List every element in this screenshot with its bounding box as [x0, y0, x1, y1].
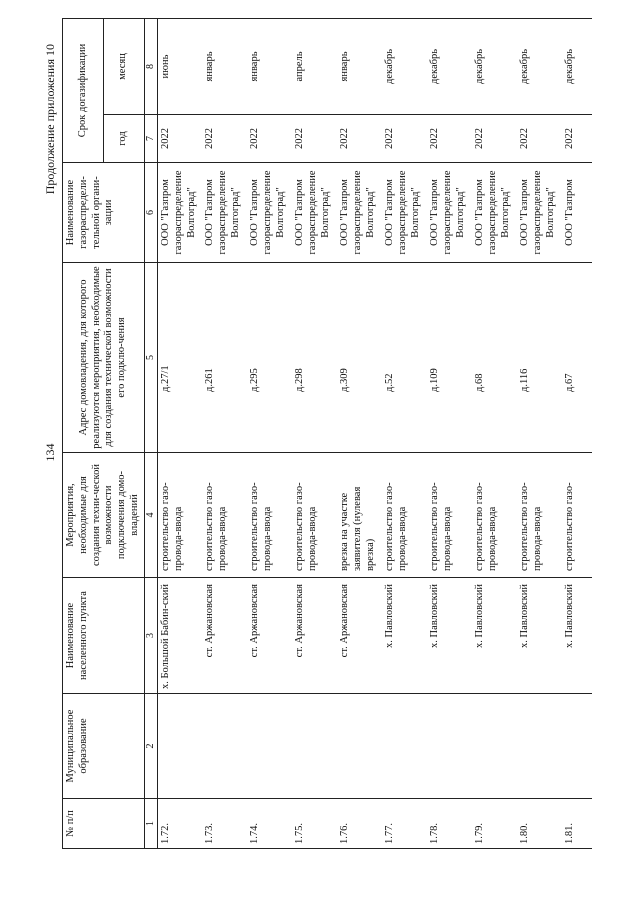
table-row [292, 18, 337, 848]
organization-cell: ООО "Газпром газораспределение Волгоград" [157, 163, 202, 263]
settlement-cell: х. Павловский [562, 578, 592, 694]
month-cell: январь [247, 18, 292, 114]
organization-cell: ООО "Газпром [562, 163, 592, 263]
settlement-cell: ст. Аржановская [292, 578, 337, 694]
organization-cell: ООО "Газпром газораспределение Волгоград" [337, 163, 382, 263]
appendix-note: Продолжение приложения 10 [43, 44, 57, 195]
header-number: № п/п [63, 799, 145, 849]
month-cell: декабрь [562, 18, 592, 114]
address-cell: д.67 [562, 263, 592, 453]
organization-cell: ООО "Газпром газораспределение Волгоград" [427, 163, 472, 263]
month-cell: январь [337, 18, 382, 114]
municipality-cell [427, 694, 472, 799]
organization-cell: ООО "Газпром газораспределение Волгоград" [292, 163, 337, 263]
row-number: 1.79. [472, 799, 517, 849]
municipality-cell [337, 694, 382, 799]
municipality-cell [292, 694, 337, 799]
municipality-cell [202, 694, 247, 799]
column-number: 8 [144, 18, 157, 114]
row-number: 1.75. [292, 799, 337, 849]
table-row [247, 18, 292, 848]
column-number: 5 [144, 263, 157, 453]
row-number: 1.77. [382, 799, 427, 849]
row-number: 1.72. [157, 799, 202, 849]
column-number: 3 [144, 578, 157, 694]
column-number: 4 [144, 453, 157, 578]
header-month: месяц [103, 18, 144, 114]
column-number: 1 [144, 799, 157, 849]
measure-cell: строительство газо- [562, 453, 592, 578]
measure-cell: строительство газо-провода-ввода [382, 453, 427, 578]
table-row [427, 18, 472, 848]
table-row [337, 18, 382, 848]
measure-cell: строительство газо-провода-ввода [427, 453, 472, 578]
settlement-cell: х. Павловский [517, 578, 562, 694]
table-row [517, 18, 562, 848]
year-cell: 2022 [157, 115, 202, 163]
header-organization: Наименование газораспредели-тельной органи-зации [63, 163, 145, 263]
header-address: Адрес домовладения, для которого реализуются мероприятия, необходимые для создания технической возможности его подклю-чения [63, 263, 145, 453]
settlement-cell: ст. Аржановская [247, 578, 292, 694]
year-cell: 2022 [562, 115, 592, 163]
month-cell: декабрь [472, 18, 517, 114]
header-deadline: Срок догазификации [63, 18, 104, 162]
register-table [62, 18, 592, 849]
measure-cell: строительство газо-провода-ввода [517, 453, 562, 578]
header-measures: Мероприятия, необходимые для создания техни-ческой возможности подключения домо-владений [63, 453, 145, 578]
organization-cell: ООО "Газпром газораспределение Волгоград" [202, 163, 247, 263]
year-cell: 2022 [337, 115, 382, 163]
row-number: 1.80. [517, 799, 562, 849]
year-cell: 2022 [202, 115, 247, 163]
address-cell: д.68 [472, 263, 517, 453]
municipality-cell [517, 694, 562, 799]
municipality-cell [247, 694, 292, 799]
table-row [472, 18, 517, 848]
address-cell: д.116 [517, 263, 562, 453]
column-number: 2 [144, 694, 157, 799]
month-cell: декабрь [382, 18, 427, 114]
address-cell: д.295 [247, 263, 292, 453]
organization-cell: ООО "Газпром газораспределение Волгоград" [247, 163, 292, 263]
settlement-cell: х. Павловский [472, 578, 517, 694]
header-settlement: Наименование населенного пункта [63, 578, 145, 694]
column-number: 7 [144, 115, 157, 163]
settlement-cell: х. Павловский [427, 578, 472, 694]
table-body [157, 18, 592, 848]
month-cell: апрель [292, 18, 337, 114]
settlement-cell: ст. Аржановская [202, 578, 247, 694]
year-cell: 2022 [247, 115, 292, 163]
measure-cell: строительство газо-провода-ввода [202, 453, 247, 578]
address-cell: д.27/1 [157, 263, 202, 453]
table-row [562, 18, 592, 848]
address-cell: д.298 [292, 263, 337, 453]
municipality-cell [562, 694, 592, 799]
year-cell: 2022 [472, 115, 517, 163]
measure-cell: врезка на участке заявителя (нулевая врезка) [337, 453, 382, 578]
address-cell: д.109 [427, 263, 472, 453]
table-row [157, 18, 202, 848]
row-number: 1.81. [562, 799, 592, 849]
settlement-cell: х. Большой Бабин-ский [157, 578, 202, 694]
header-municipality: Муниципальное образование [63, 694, 145, 799]
header-year: год [103, 115, 144, 163]
measure-cell: строительство газо-провода-ввода [157, 453, 202, 578]
measure-cell: строительство газо-провода-ввода [247, 453, 292, 578]
municipality-cell [157, 694, 202, 799]
row-number: 1.76. [337, 799, 382, 849]
column-number-row [144, 18, 157, 848]
row-number: 1.74. [247, 799, 292, 849]
organization-cell: ООО "Газпром газораспределение Волгоград" [472, 163, 517, 263]
year-cell: 2022 [292, 115, 337, 163]
row-number: 1.73. [202, 799, 247, 849]
column-number: 6 [144, 163, 157, 263]
organization-cell: ООО "Газпром газораспределение Волгоград" [382, 163, 427, 263]
settlement-cell: ст. Аржановская [337, 578, 382, 694]
address-cell: д.309 [337, 263, 382, 453]
municipality-cell [382, 694, 427, 799]
page-number: 134 [43, 443, 57, 462]
table-row [202, 18, 247, 848]
month-cell: июнь [157, 18, 202, 114]
settlement-cell: х. Павловский [382, 578, 427, 694]
month-cell: декабрь [427, 18, 472, 114]
measure-cell: строительство газо-провода-ввода [472, 453, 517, 578]
month-cell: январь [202, 18, 247, 114]
organization-cell: ООО "Газпром газораспределение Волгоград" [517, 163, 562, 263]
table-header [63, 18, 158, 848]
measure-cell: строительство газо-провода-ввода [292, 453, 337, 578]
municipality-cell [472, 694, 517, 799]
year-cell: 2022 [427, 115, 472, 163]
table-row [382, 18, 427, 848]
year-cell: 2022 [517, 115, 562, 163]
address-cell: д.52 [382, 263, 427, 453]
year-cell: 2022 [382, 115, 427, 163]
address-cell: д.261 [202, 263, 247, 453]
row-number: 1.78. [427, 799, 472, 849]
month-cell: декабрь [517, 18, 562, 114]
